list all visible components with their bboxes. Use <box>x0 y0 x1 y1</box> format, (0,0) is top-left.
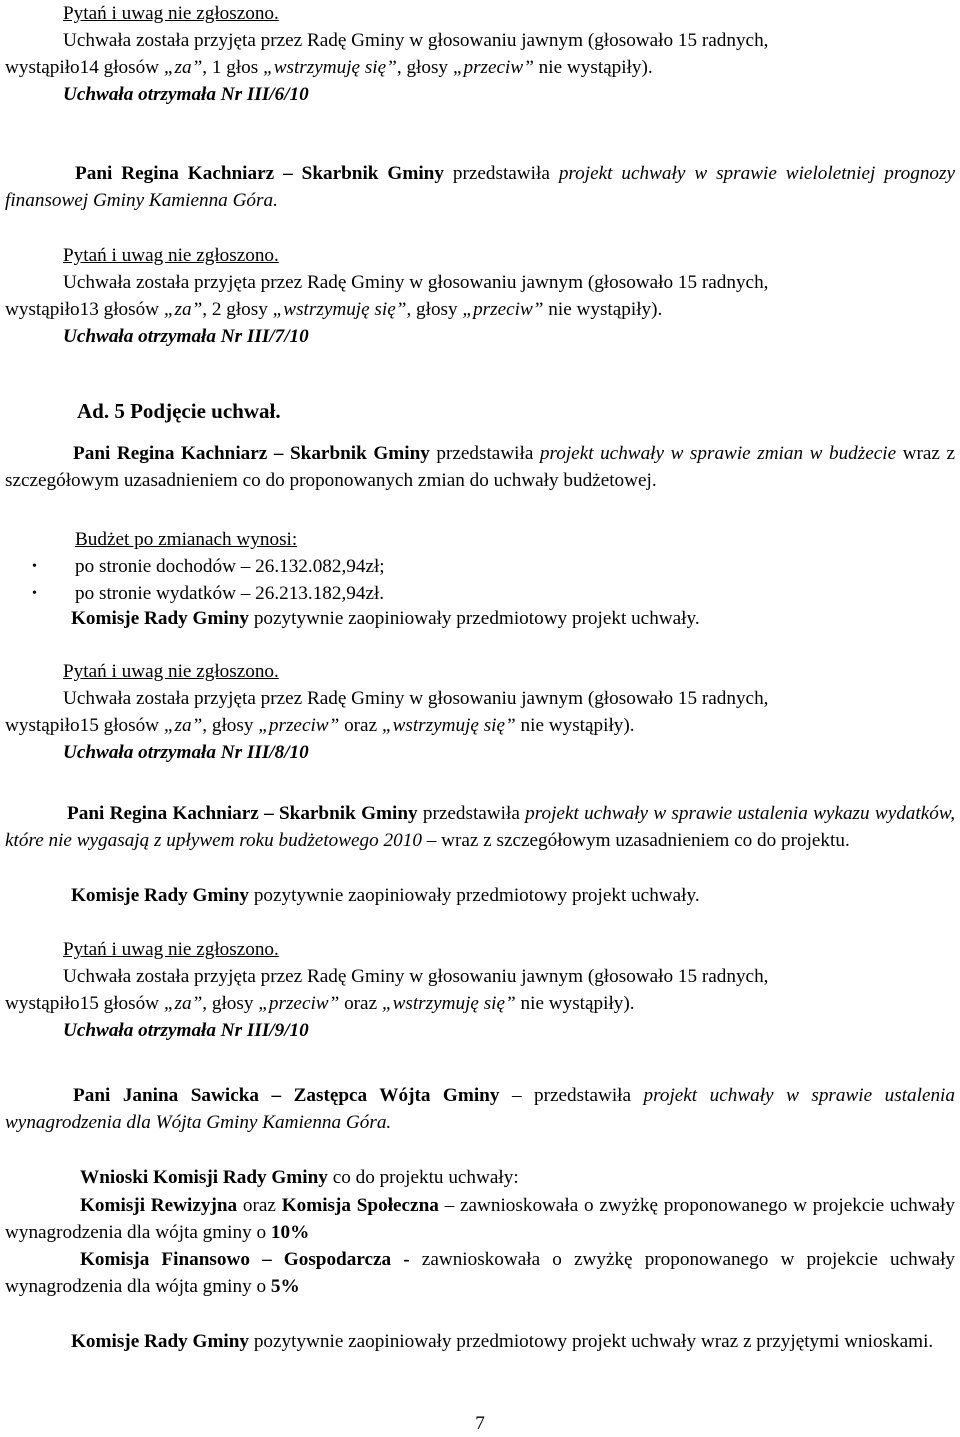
no-questions-note: Pytań i uwag nie zgłoszono. <box>63 245 279 266</box>
bullet-icon: • <box>32 559 37 574</box>
vote-line-1: Uchwała została przyjęta przez Radę Gminy w głosowaniu jawnym (głosowało 15 radnych, <box>63 30 769 51</box>
resolution-number: Uchwała otrzymała Nr III/8/10 <box>63 742 309 763</box>
vote-line-2: wystąpiło13 głosów „za”, 2 głosy „wstrzymuję się”, głosy „przeciw” nie wystąpiły). <box>5 299 663 320</box>
committees-opinion: Komisje Rady Gminy pozytywnie zaopiniowały przedmiotowy projekt uchwały. <box>71 885 700 906</box>
motion-audit-social: Komisji Rewizyjna oraz Komisja Społeczna – zawnioskowała o zwyżkę proponowanego w projekcie uchwały wynagrodzenia dla wójta gminy o 10% <box>5 1195 955 1243</box>
vote-section-2 <box>5 242 955 350</box>
section-heading: Ad. 5 Podjęcie uchwał. <box>77 399 281 423</box>
vote-line-2: wystąpiło15 głosów „za”, głosy „przeciw” oraz „wstrzymuję się” nie wystąpiły). <box>5 715 635 736</box>
presentation-paragraph: Pani Janina Sawicka – Zastępca Wójta Gminy – przedstawiła projekt uchwały w sprawie ustalenia wynagrodzenia dla Wójta Gminy Kamienna Góra. <box>5 1085 955 1133</box>
budget-label: Budżet po zmianach wynosi: <box>75 529 298 550</box>
vote-line-1: Uchwała została przyjęta przez Radę Gminy w głosowaniu jawnym (głosowało 15 radnych, <box>63 688 769 709</box>
committee-motions-heading: Wnioski Komisji Rady Gminy co do projektu uchwały: <box>80 1167 519 1188</box>
vote-line-1: Uchwała została przyjęta przez Radę Gminy w głosowaniu jawnym (głosowało 15 radnych, <box>63 272 769 293</box>
presentation-paragraph: Pani Regina Kachniarz – Skarbnik Gminy przedstawiła projekt uchwały w sprawie ustalenia wykazu wydatków, które nie wygasają z upływem roku budżetowego 2010 – wraz z szczegółowym uzasadnieniem co do projektu. <box>5 803 956 851</box>
presentation-paragraph: Pani Regina Kachniarz – Skarbnik Gminy przedstawiła projekt uchwały w sprawie wieloletniej prognozy finansowej Gminy Kamienna Góra. <box>5 163 955 211</box>
motion-finance: Komisja Finansowo – Gospodarcza - zawnioskowała o zwyżkę proponowanego w projekcie uchwały wynagrodzenia dla wójta gminy o 5% <box>5 1249 955 1297</box>
vote-line-2: wystąpiło15 głosów „za”, głosy „przeciw” oraz „wstrzymuję się” nie wystąpiły). <box>5 993 635 1014</box>
no-questions-note: Pytań i uwag nie zgłoszono. <box>63 661 279 682</box>
presentation-paragraph: Pani Regina Kachniarz – Skarbnik Gminy przedstawiła projekt uchwały w sprawie zmian w budżecie wraz z szczegółowym uzasadnieniem co do proponowanych zmian do uchwały budżetowej. <box>5 443 955 491</box>
no-questions-note: Pytań i uwag nie zgłoszono. <box>63 3 279 24</box>
vote-section-3 <box>5 658 955 766</box>
budget-expenses: po stronie wydatków – 26.213.182,94zł. <box>75 583 385 604</box>
resolution-number: Uchwała otrzymała Nr III/6/10 <box>63 84 309 105</box>
resolution-number: Uchwała otrzymała Nr III/9/10 <box>63 1020 309 1041</box>
resolution-number: Uchwała otrzymała Nr III/7/10 <box>63 326 309 347</box>
committees-opinion: Komisje Rady Gminy pozytywnie zaopiniowały przedmiotowy projekt uchwały. <box>71 608 700 629</box>
vote-section-1 <box>5 0 955 108</box>
page-number: 7 <box>475 1413 485 1434</box>
no-questions-note: Pytań i uwag nie zgłoszono. <box>63 939 279 960</box>
vote-line-2: wystąpiło14 głosów „za”, 1 głos „wstrzymuję się”, głosy „przeciw” nie wystąpiły). <box>5 57 653 78</box>
bullet-icon: • <box>32 586 37 601</box>
committees-opinion: Komisje Rady Gminy pozytywnie zaopiniowały przedmiotowy projekt uchwały wraz z przyjętymi wnioskami. <box>71 1331 934 1352</box>
vote-line-1: Uchwała została przyjęta przez Radę Gminy w głosowaniu jawnym (głosowało 15 radnych, <box>63 966 769 987</box>
budget-income: po stronie dochodów – 26.132.082,94zł; <box>75 556 385 577</box>
vote-section-4 <box>5 936 955 1044</box>
